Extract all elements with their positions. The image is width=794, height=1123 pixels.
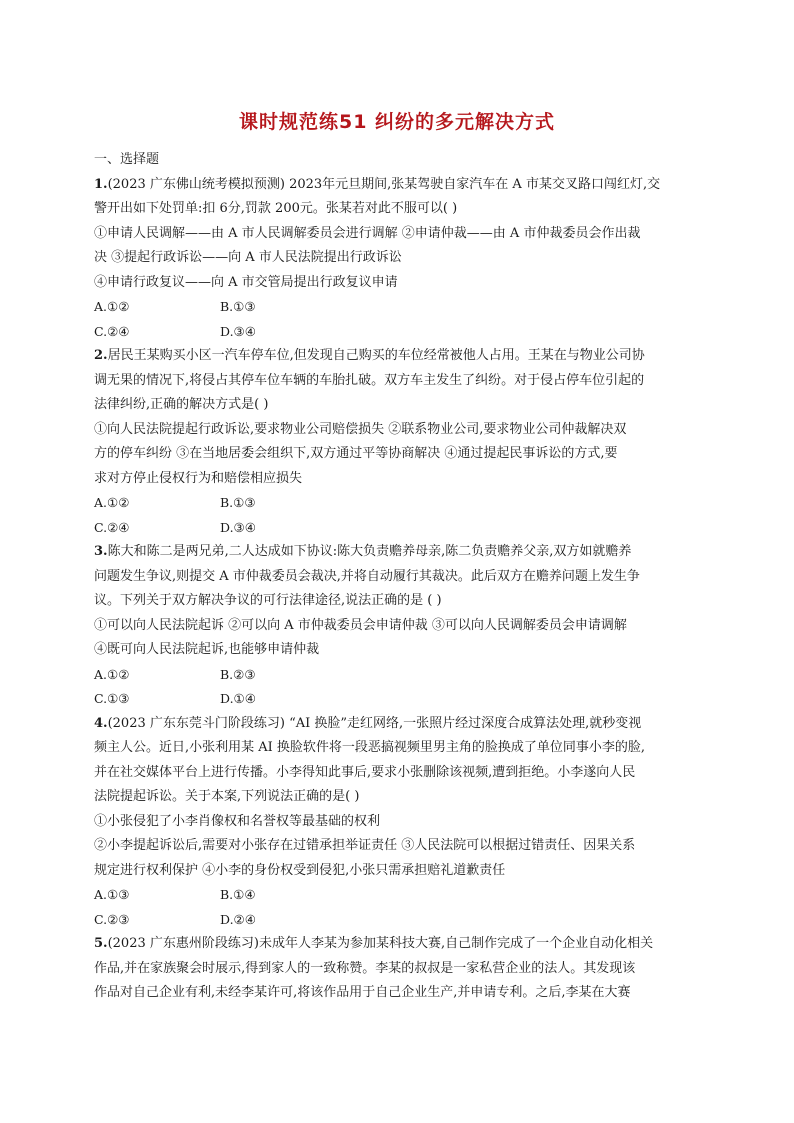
option-a: A.①② bbox=[94, 299, 130, 314]
option-b: B.②③ bbox=[220, 666, 256, 682]
question-text: 调无果的情况下,将侵占其停车位车辆的车胎扎破。双方车主发生了纠纷。对于侵占停车位引起的 bbox=[94, 372, 645, 388]
section-heading: 一、选择题 bbox=[94, 152, 160, 167]
question-number: 1. bbox=[94, 176, 108, 192]
question-text: 并在社交媒体平台上进行传播。小李得知此事后,要求小张删除该视频,遭到拒绝。小李遂向人民 bbox=[94, 764, 636, 780]
question-text: ①可以向人民法院起诉 ②可以向 A 市仲裁委员会申请仲裁 ③可以向人民调解委员会申请调解 bbox=[94, 617, 627, 633]
question-number: 4. bbox=[94, 715, 108, 731]
question-5 bbox=[94, 932, 700, 1006]
question-4 bbox=[94, 712, 700, 933]
question-text: 法律纠纷,正确的解决方式是( ) bbox=[94, 397, 269, 412]
question-3 bbox=[94, 540, 700, 712]
option-b: B.①③ bbox=[220, 495, 256, 510]
page-title: 课时规范练51 纠纷的多元解决方式 bbox=[238, 111, 556, 133]
question-text: ①申请人民调解——由 A 市人民调解委员会进行调解 ②申请仲裁——由 A 市仲裁委员会作出裁 bbox=[94, 225, 641, 241]
option-d: D.①④ bbox=[220, 691, 256, 706]
option-d: D.③④ bbox=[220, 519, 256, 535]
question-text: ④申请行政复议——向 A 市交管局提出行政复议申请 bbox=[94, 274, 398, 290]
question-number: 5. bbox=[94, 936, 108, 951]
question-text: 决 ③提起行政诉讼——向 A 市人民法院提出行政诉讼 bbox=[94, 250, 402, 265]
option-a: A.①② bbox=[94, 666, 130, 682]
question-number: 2. bbox=[94, 348, 108, 363]
question-text: 规定进行权利保护 ④小李的身份权受到侵犯,小张只需承担赔礼道歉责任 bbox=[94, 862, 506, 878]
option-c: C.②③ bbox=[94, 911, 130, 927]
option-a: A.①② bbox=[94, 495, 130, 510]
question-text: 作品对自己企业有利,未经李某许可,将该作品用于自己企业生产,并申请专利。之后,李某在大赛 bbox=[94, 985, 631, 1000]
option-b: B.①④ bbox=[220, 887, 256, 902]
question-text: ①小张侵犯了小李肖像权和名誉权等最基础的权利 bbox=[94, 813, 381, 829]
option-c: C.②④ bbox=[94, 519, 130, 535]
question-text: 问题发生争议,则提交 A 市仲裁委员会裁决,并将自动履行其裁决。此后双方在赡养问题上发生争 bbox=[94, 568, 640, 584]
option-d: D.②④ bbox=[220, 911, 256, 927]
question-text: (2023 广东东莞斗门阶段练习) “AI 换脸”走红网络,一张照片经过深度合成算法处理,就秒变视 bbox=[107, 715, 642, 731]
question-text: 作品,并在家族聚会时展示,得到家人的一致称赞。李某的叔叔是一家私营企业的法人。其发现该 bbox=[94, 960, 636, 976]
question-text: 警开出如下处罚单:扣 6分,罚款 200元。张某若对此不服可以( ) bbox=[94, 201, 458, 216]
question-text: 陈大和陈二是两兄弟,二人达成如下协议:陈大负责赡养母亲,陈二负责赡养父亲,双方如就赡养 bbox=[107, 544, 632, 559]
option-b: B.①③ bbox=[220, 299, 256, 314]
question-2 bbox=[94, 344, 700, 540]
question-text: ④既可向人民法院起诉,也能够申请仲裁 bbox=[94, 642, 320, 657]
option-c: C.②④ bbox=[94, 323, 130, 339]
question-text: ②小李提起诉讼后,需要对小张存在过错承担举证责任 ③人民法院可以根据过错责任、因果关系 bbox=[94, 838, 636, 853]
option-c: C.①③ bbox=[94, 691, 130, 706]
question-text: (2023 广东惠州阶段练习)未成年人李某为参加某科技大赛,自己制作完成了一个企业自动化相关 bbox=[107, 936, 654, 951]
question-text: ①向人民法院提起行政诉讼,要求物业公司赔偿损失 ②联系物业公司,要求物业公司仲裁解决双 bbox=[94, 421, 627, 437]
question-text: 方的停车纠纷 ③在当地居委会组织下,双方通过平等协商解决 ④通过提起民事诉讼的方式,要 bbox=[94, 446, 618, 461]
option-a: A.①③ bbox=[94, 887, 130, 902]
question-1 bbox=[94, 173, 700, 345]
question-text: 居民王某购买小区一汽车停车位,但发现自己购买的车位经常被他人占用。王某在与物业公司协 bbox=[107, 348, 645, 363]
question-number: 3. bbox=[94, 544, 108, 559]
question-text: (2023 广东佛山统考模拟预测) 2023年元旦期间,张某驾驶自家汽车在 A 市某交叉路口闯红灯,交 bbox=[107, 176, 661, 192]
question-text: 法院提起诉讼。关于本案,下列说法正确的是( ) bbox=[94, 789, 360, 804]
question-text: 求对方停止侵权行为和赔偿相应损失 bbox=[94, 470, 303, 486]
option-d: D.③④ bbox=[220, 323, 256, 339]
question-list bbox=[94, 148, 700, 1006]
question-text: 频主人公。近日,小张利用某 AI 换脸软件将一段恶搞视频里男主角的脸换成了单位同事小李的脸, bbox=[94, 740, 646, 755]
question-text: 议。下列关于双方解决争议的可行法律途径,说法正确的是 ( ) bbox=[94, 593, 442, 608]
